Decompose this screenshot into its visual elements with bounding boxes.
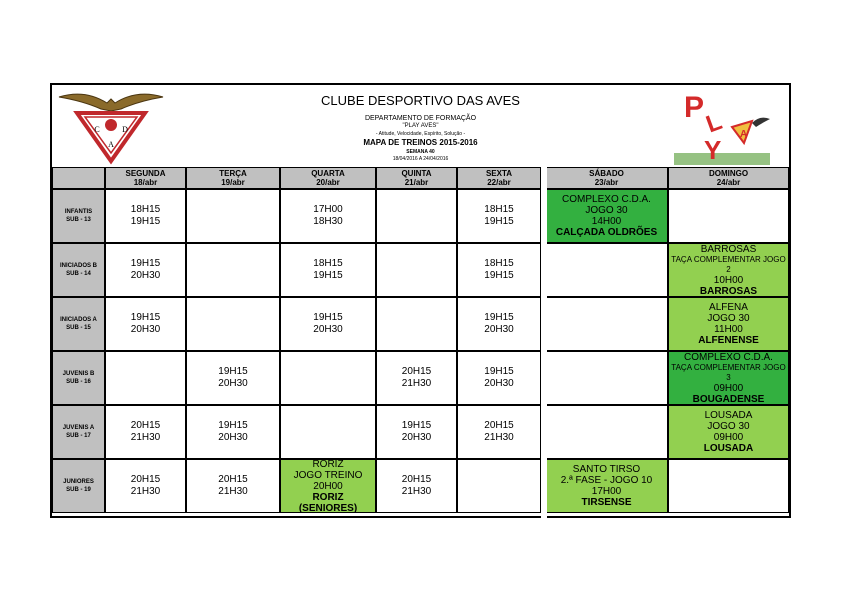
day-date: 22/abr xyxy=(487,178,511,187)
time-slot xyxy=(186,459,280,513)
training-time: 18H15 xyxy=(484,204,514,215)
time-slot xyxy=(280,243,376,297)
team-label xyxy=(52,459,105,513)
time-slot xyxy=(457,405,541,459)
training-time: 20H30 xyxy=(484,324,514,335)
game-line: LOUSADA xyxy=(704,410,753,421)
game-opponent: ALFENENSE xyxy=(698,335,759,346)
time-slot xyxy=(457,297,541,351)
day-header-6 xyxy=(545,167,668,189)
team-sub: SUB - 15 xyxy=(66,325,91,331)
sunday-game xyxy=(668,297,789,351)
team-name: INICIADOS B xyxy=(59,263,97,269)
training-time: 20H30 xyxy=(130,324,161,335)
saturday-game xyxy=(545,189,668,243)
team-sub: SUB - 19 xyxy=(66,487,91,493)
training-time: 20H30 xyxy=(218,378,248,389)
time-slot xyxy=(186,351,280,405)
team-label xyxy=(52,189,105,243)
game-line: BARROSAS xyxy=(700,243,757,255)
svg-text:P: P xyxy=(684,91,705,124)
training-time: 20H30 xyxy=(130,270,161,281)
time-slot xyxy=(457,243,541,297)
sunday-game xyxy=(668,351,789,405)
training-time: 21H30 xyxy=(401,486,432,497)
sunday-empty xyxy=(668,459,789,513)
team-label xyxy=(52,405,105,459)
team-sub: SUB - 14 xyxy=(66,271,91,277)
time-slot xyxy=(186,405,280,459)
day-date: 23/abr xyxy=(594,178,619,187)
day-header-4 xyxy=(376,167,457,189)
day-header-2 xyxy=(186,167,280,189)
game-time: 10H00 xyxy=(713,274,744,286)
time-slot xyxy=(105,189,186,243)
training-time: 20H30 xyxy=(401,432,432,443)
sunday-empty xyxy=(668,189,789,243)
team-label xyxy=(52,297,105,351)
header xyxy=(52,85,789,167)
time-slot xyxy=(105,405,186,459)
day-header-3 xyxy=(280,167,376,189)
time-slot xyxy=(280,297,376,351)
training-time: 19H15 xyxy=(484,216,514,227)
team-sub: SUB - 16 xyxy=(66,379,91,385)
svg-text:L: L xyxy=(702,108,726,139)
time-slot xyxy=(186,189,280,243)
game-time: 11H00 xyxy=(714,324,743,335)
day-name: SEXTA xyxy=(485,169,513,178)
time-slot xyxy=(376,243,457,297)
game-line: RORIZ xyxy=(312,458,344,470)
time-slot xyxy=(105,351,186,405)
time-slot xyxy=(105,243,186,297)
map-title: MAPA DE TREINOS 2015-2016 xyxy=(363,138,478,147)
training-time: 19H15 xyxy=(484,312,514,323)
team-sub: SUB - 17 xyxy=(66,433,91,439)
training-time: 18H15 xyxy=(130,204,161,215)
training-time: 21H30 xyxy=(130,486,161,497)
game-line: COMPLEXO C.D.A. xyxy=(562,194,651,205)
day-date: 18/abr xyxy=(133,178,158,187)
time-slot xyxy=(105,297,186,351)
time-slot xyxy=(376,189,457,243)
time-slot xyxy=(186,243,280,297)
training-time: 20H15 xyxy=(401,474,432,485)
training-time: 18H30 xyxy=(313,216,343,227)
game-line: JOGO 30 xyxy=(707,421,750,432)
game-opponent: (SENIORES) xyxy=(298,502,358,514)
game-opponent: CALÇADA OLDRÕES xyxy=(555,227,658,238)
day-header-1 xyxy=(105,167,186,189)
game-line: SANTO TIRSO xyxy=(572,464,641,475)
team-label xyxy=(52,243,105,297)
training-time: 19H15 xyxy=(484,366,514,377)
department-title: DEPARTAMENTO DE FORMAÇÃO xyxy=(364,115,477,122)
training-time: 18H15 xyxy=(313,258,343,269)
training-time: 20H15 xyxy=(130,474,161,485)
team-name: INICIADOS A xyxy=(60,317,97,323)
training-time: 19H15 xyxy=(401,420,432,431)
saturday-empty xyxy=(545,351,668,405)
game-competition: TAÇA COMPLEMENTAR JOGO 3 xyxy=(671,362,786,382)
day-date: 24/abr xyxy=(716,178,741,187)
game-line: COMPLEXO C.D.A. xyxy=(684,351,773,363)
team-name: JUVENIS B xyxy=(62,371,95,377)
program-title: "PLAY AVES" xyxy=(402,123,439,129)
team-sub: SUB - 13 xyxy=(66,217,91,223)
day-date: 21/abr xyxy=(404,178,429,187)
training-time: 19H15 xyxy=(130,258,161,269)
game-opponent: TIRSENSE xyxy=(581,497,632,508)
game-line: JOGO 30 xyxy=(585,205,628,216)
saturday-empty xyxy=(545,405,668,459)
training-time: 19H15 xyxy=(218,366,248,377)
game-competition: TAÇA COMPLEMENTAR JOGO 2 xyxy=(671,254,786,274)
play-aves-logo-icon xyxy=(674,87,774,165)
time-slot xyxy=(376,405,457,459)
training-time: 20H15 xyxy=(218,474,248,485)
training-time: 19H15 xyxy=(130,216,161,227)
time-slot xyxy=(376,297,457,351)
time-slot xyxy=(376,351,457,405)
time-slot xyxy=(280,189,376,243)
team-name: JUNIORES xyxy=(63,479,94,485)
svg-text:C: C xyxy=(94,125,100,134)
training-time: 20H15 xyxy=(401,366,432,377)
training-time: 20H30 xyxy=(313,324,343,335)
game-opponent: LOUSADA xyxy=(703,443,754,454)
game-line: 20H00 xyxy=(313,480,343,492)
time-slot xyxy=(457,189,541,243)
svg-text:A: A xyxy=(108,140,114,149)
saturday-game xyxy=(545,459,668,513)
day-name: QUINTA xyxy=(401,169,432,178)
time-slot xyxy=(280,405,376,459)
corner-cell xyxy=(52,167,105,189)
game-line: 14H00 xyxy=(591,216,622,227)
svg-text:A: A xyxy=(740,129,748,140)
game-time: 09H00 xyxy=(713,382,744,394)
game-time: 09H00 xyxy=(713,432,744,443)
training-time: 19H15 xyxy=(313,270,343,281)
saturday-empty xyxy=(545,297,668,351)
day-header-5 xyxy=(457,167,541,189)
training-time: 20H15 xyxy=(130,420,161,431)
training-time: 19H15 xyxy=(484,270,514,281)
svg-text:Y: Y xyxy=(704,135,722,165)
svg-text:D: D xyxy=(122,125,128,134)
training-time: 20H15 xyxy=(484,420,514,431)
training-time: 19H15 xyxy=(218,420,248,431)
game-cell xyxy=(280,459,376,513)
time-slot xyxy=(457,459,541,513)
training-time: 18H15 xyxy=(484,258,514,269)
time-slot xyxy=(186,297,280,351)
game-line: ALFENA xyxy=(709,302,748,313)
time-slot xyxy=(457,351,541,405)
day-date: 19/abr xyxy=(221,178,245,187)
time-slot xyxy=(105,459,186,513)
game-opponent: BOUGADENSE xyxy=(692,393,765,405)
day-name: QUARTA xyxy=(311,169,345,178)
day-header-7 xyxy=(668,167,789,189)
training-time: 20H30 xyxy=(484,378,514,389)
game-line: 17H00 xyxy=(591,486,622,497)
training-time: 21H30 xyxy=(130,432,161,443)
schedule-frame xyxy=(50,83,791,518)
team-label xyxy=(52,351,105,405)
team-name: INFANTIS xyxy=(64,209,93,215)
sunday-game xyxy=(668,243,789,297)
training-time: 21H30 xyxy=(218,486,248,497)
training-time: 20H30 xyxy=(218,432,248,443)
team-name: JUVENIS A xyxy=(62,425,95,431)
day-name: SÁBADO xyxy=(589,169,624,178)
game-line: JOGO 30 xyxy=(707,313,750,324)
training-time: 21H30 xyxy=(401,378,432,389)
saturday-empty xyxy=(545,243,668,297)
training-time: 19H15 xyxy=(130,312,161,323)
sunday-game xyxy=(668,405,789,459)
day-name: SEGUNDA xyxy=(125,169,166,178)
game-opponent: RORIZ xyxy=(312,491,344,503)
date-range: 18/04/2016 A 24/04/2016 xyxy=(392,156,449,162)
time-slot xyxy=(376,459,457,513)
motto: - Atitude, Velocidade, Espírito, Solução - xyxy=(375,131,466,137)
training-time: 19H15 xyxy=(313,312,343,323)
week-label: SEMANA 40 xyxy=(406,149,435,155)
time-slot xyxy=(280,351,376,405)
day-name: TERÇA xyxy=(219,169,247,178)
training-time: 17H00 xyxy=(313,204,343,215)
day-name: DOMINGO xyxy=(708,169,749,178)
game-line: JOGO TREINO xyxy=(293,469,363,481)
training-time: 21H30 xyxy=(484,432,514,443)
club-name: CLUBE DESPORTIVO DAS AVES xyxy=(321,93,520,108)
game-opponent: BARROSAS xyxy=(699,285,758,297)
game-line: 2.ª FASE - JOGO 10 xyxy=(560,475,653,486)
day-date: 20/abr xyxy=(316,178,340,187)
